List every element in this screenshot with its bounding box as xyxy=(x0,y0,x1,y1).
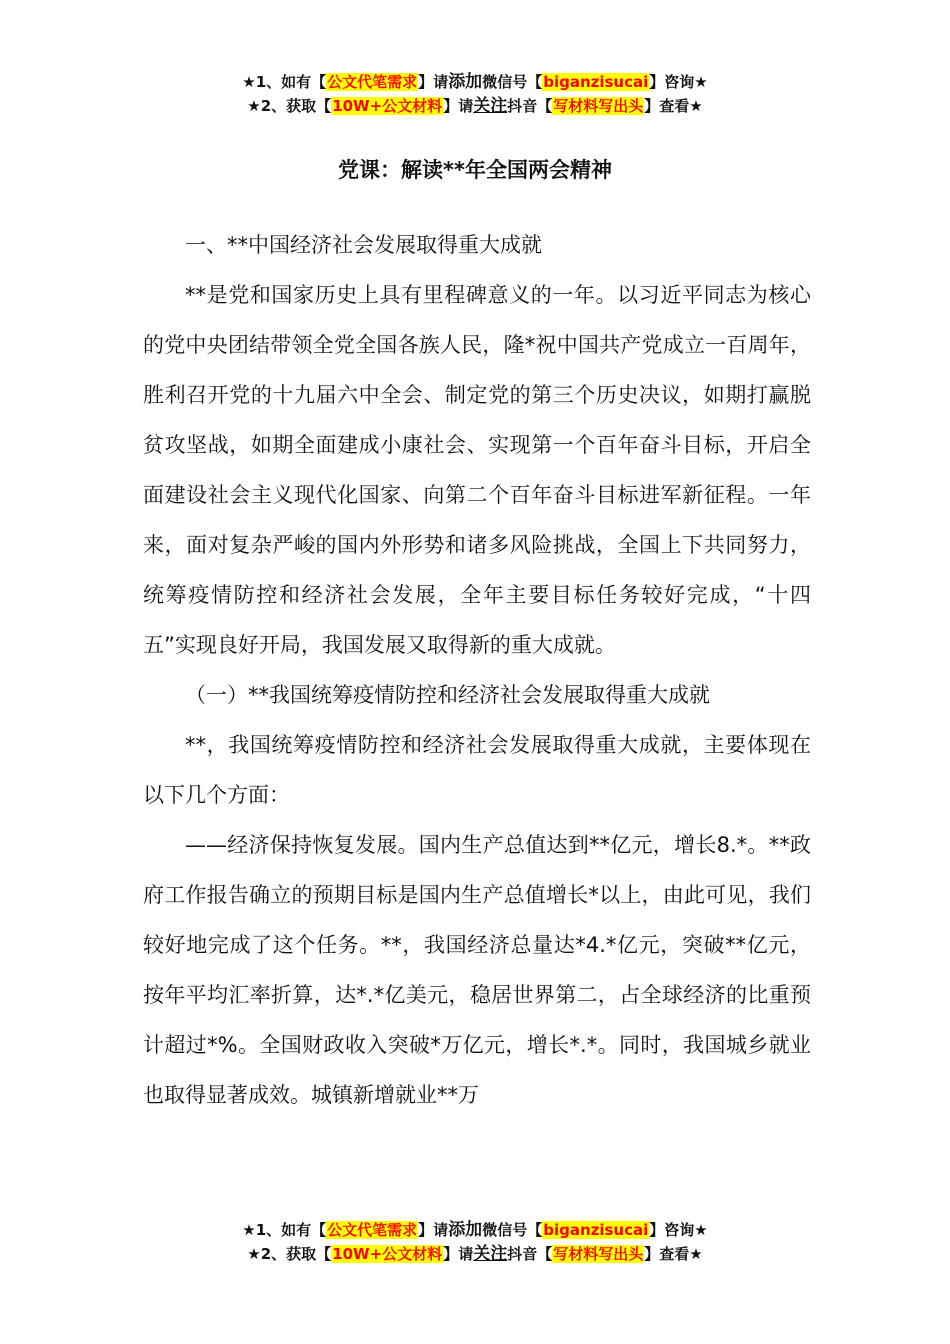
banner-text: ★1、如有【 xyxy=(242,1221,327,1239)
banner-emphasis: 关注 xyxy=(473,1244,508,1264)
header-banner-line-1 xyxy=(0,70,950,94)
banner-highlight: biganzisucai xyxy=(543,1221,649,1239)
banner-text: 】咨询★ xyxy=(649,1221,708,1239)
body-paragraph: **是党和国家历史上具有里程碑意义的一年。以习近平同志为核心的党中央团结带领全党全国各族人民，隆*祝中国共产党成立一百周年，胜利召开党的十九届六中全会、制定党的第三个历史决议，如期打赢脱贫攻坚战，如期全面建成小康社会、实现第一个百年奋斗目标，开启全面建设社会主义现代化国家、向第二个百年奋斗目标进军新征程。一年来，面对复杂严峻的国内外形势和诸多风险挑战，全国上下共同努力，统筹疫情防控和经济社会发展，全年主要目标任务较好完成，“十四五”实现良好开局，我国发展又取得新的重大成就。 xyxy=(143,283,811,657)
section-heading: 一、**中国经济社会发展取得重大成就 xyxy=(185,233,542,257)
body-paragraph: **，我国统筹疫情防控和经济社会发展取得重大成就，主要体现在以下几个方面： xyxy=(143,733,811,807)
header-banner xyxy=(0,70,950,118)
banner-text: 】请 xyxy=(443,1245,474,1263)
banner-highlight: 10W+公文材料 xyxy=(332,1245,443,1263)
banner-highlight: 公文代笔需求 xyxy=(327,73,418,91)
document-title: 党课：解读**年全国两会精神 xyxy=(338,158,612,182)
banner-emphasis: 关注 xyxy=(473,96,508,116)
banner-text: 抖音【 xyxy=(507,97,553,115)
banner-text: ★2、获取【 xyxy=(247,1245,332,1263)
banner-emphasis: 添加 xyxy=(448,72,483,92)
banner-highlight: 写材料写出头 xyxy=(553,97,644,115)
banner-text: 】查看★ xyxy=(644,97,703,115)
banner-highlight: 写材料写出头 xyxy=(553,1245,644,1263)
footer-banner-line-1 xyxy=(0,1218,950,1242)
banner-highlight: 公文代笔需求 xyxy=(327,1221,418,1239)
body-paragraph: ——经济保持恢复发展。国内生产总值达到**亿元，增长8.*。**政府工作报告确立的预期目标是国内生产总值增长*以上，由此可见，我们较好地完成了这个任务。**，我国经济总量达*4.*亿元，突破**亿元，按年平均汇率折算，达*.*亿美元，稳居世界第二，占全球经济的比重预计超过*%。全国财政收入突破*万亿元，增长*.*。同时，我国城乡就业也取得显著成效。城镇新增就业**万 xyxy=(143,833,811,1107)
subsection-heading: （一）**我国统筹疫情防控和经济社会发展取得重大成就 xyxy=(185,683,710,707)
header-banner-line-2 xyxy=(0,94,950,118)
document-body xyxy=(143,220,811,1120)
banner-text: 】请 xyxy=(418,73,449,91)
banner-text: 】查看★ xyxy=(644,1245,703,1263)
banner-emphasis: 添加 xyxy=(448,1220,483,1240)
footer-banner-line-2 xyxy=(0,1242,950,1266)
banner-highlight: 10W+公文材料 xyxy=(332,97,443,115)
banner-highlight: biganzisucai xyxy=(543,73,649,91)
banner-text: 微信号【 xyxy=(482,73,543,91)
banner-text: ★1、如有【 xyxy=(242,73,327,91)
banner-text: 抖音【 xyxy=(507,1245,553,1263)
banner-text: 】请 xyxy=(418,1221,449,1239)
banner-text: ★2、获取【 xyxy=(247,97,332,115)
banner-text: 】请 xyxy=(443,97,474,115)
footer-banner xyxy=(0,1218,950,1266)
banner-text: 微信号【 xyxy=(482,1221,543,1239)
banner-text: 】咨询★ xyxy=(649,73,708,91)
